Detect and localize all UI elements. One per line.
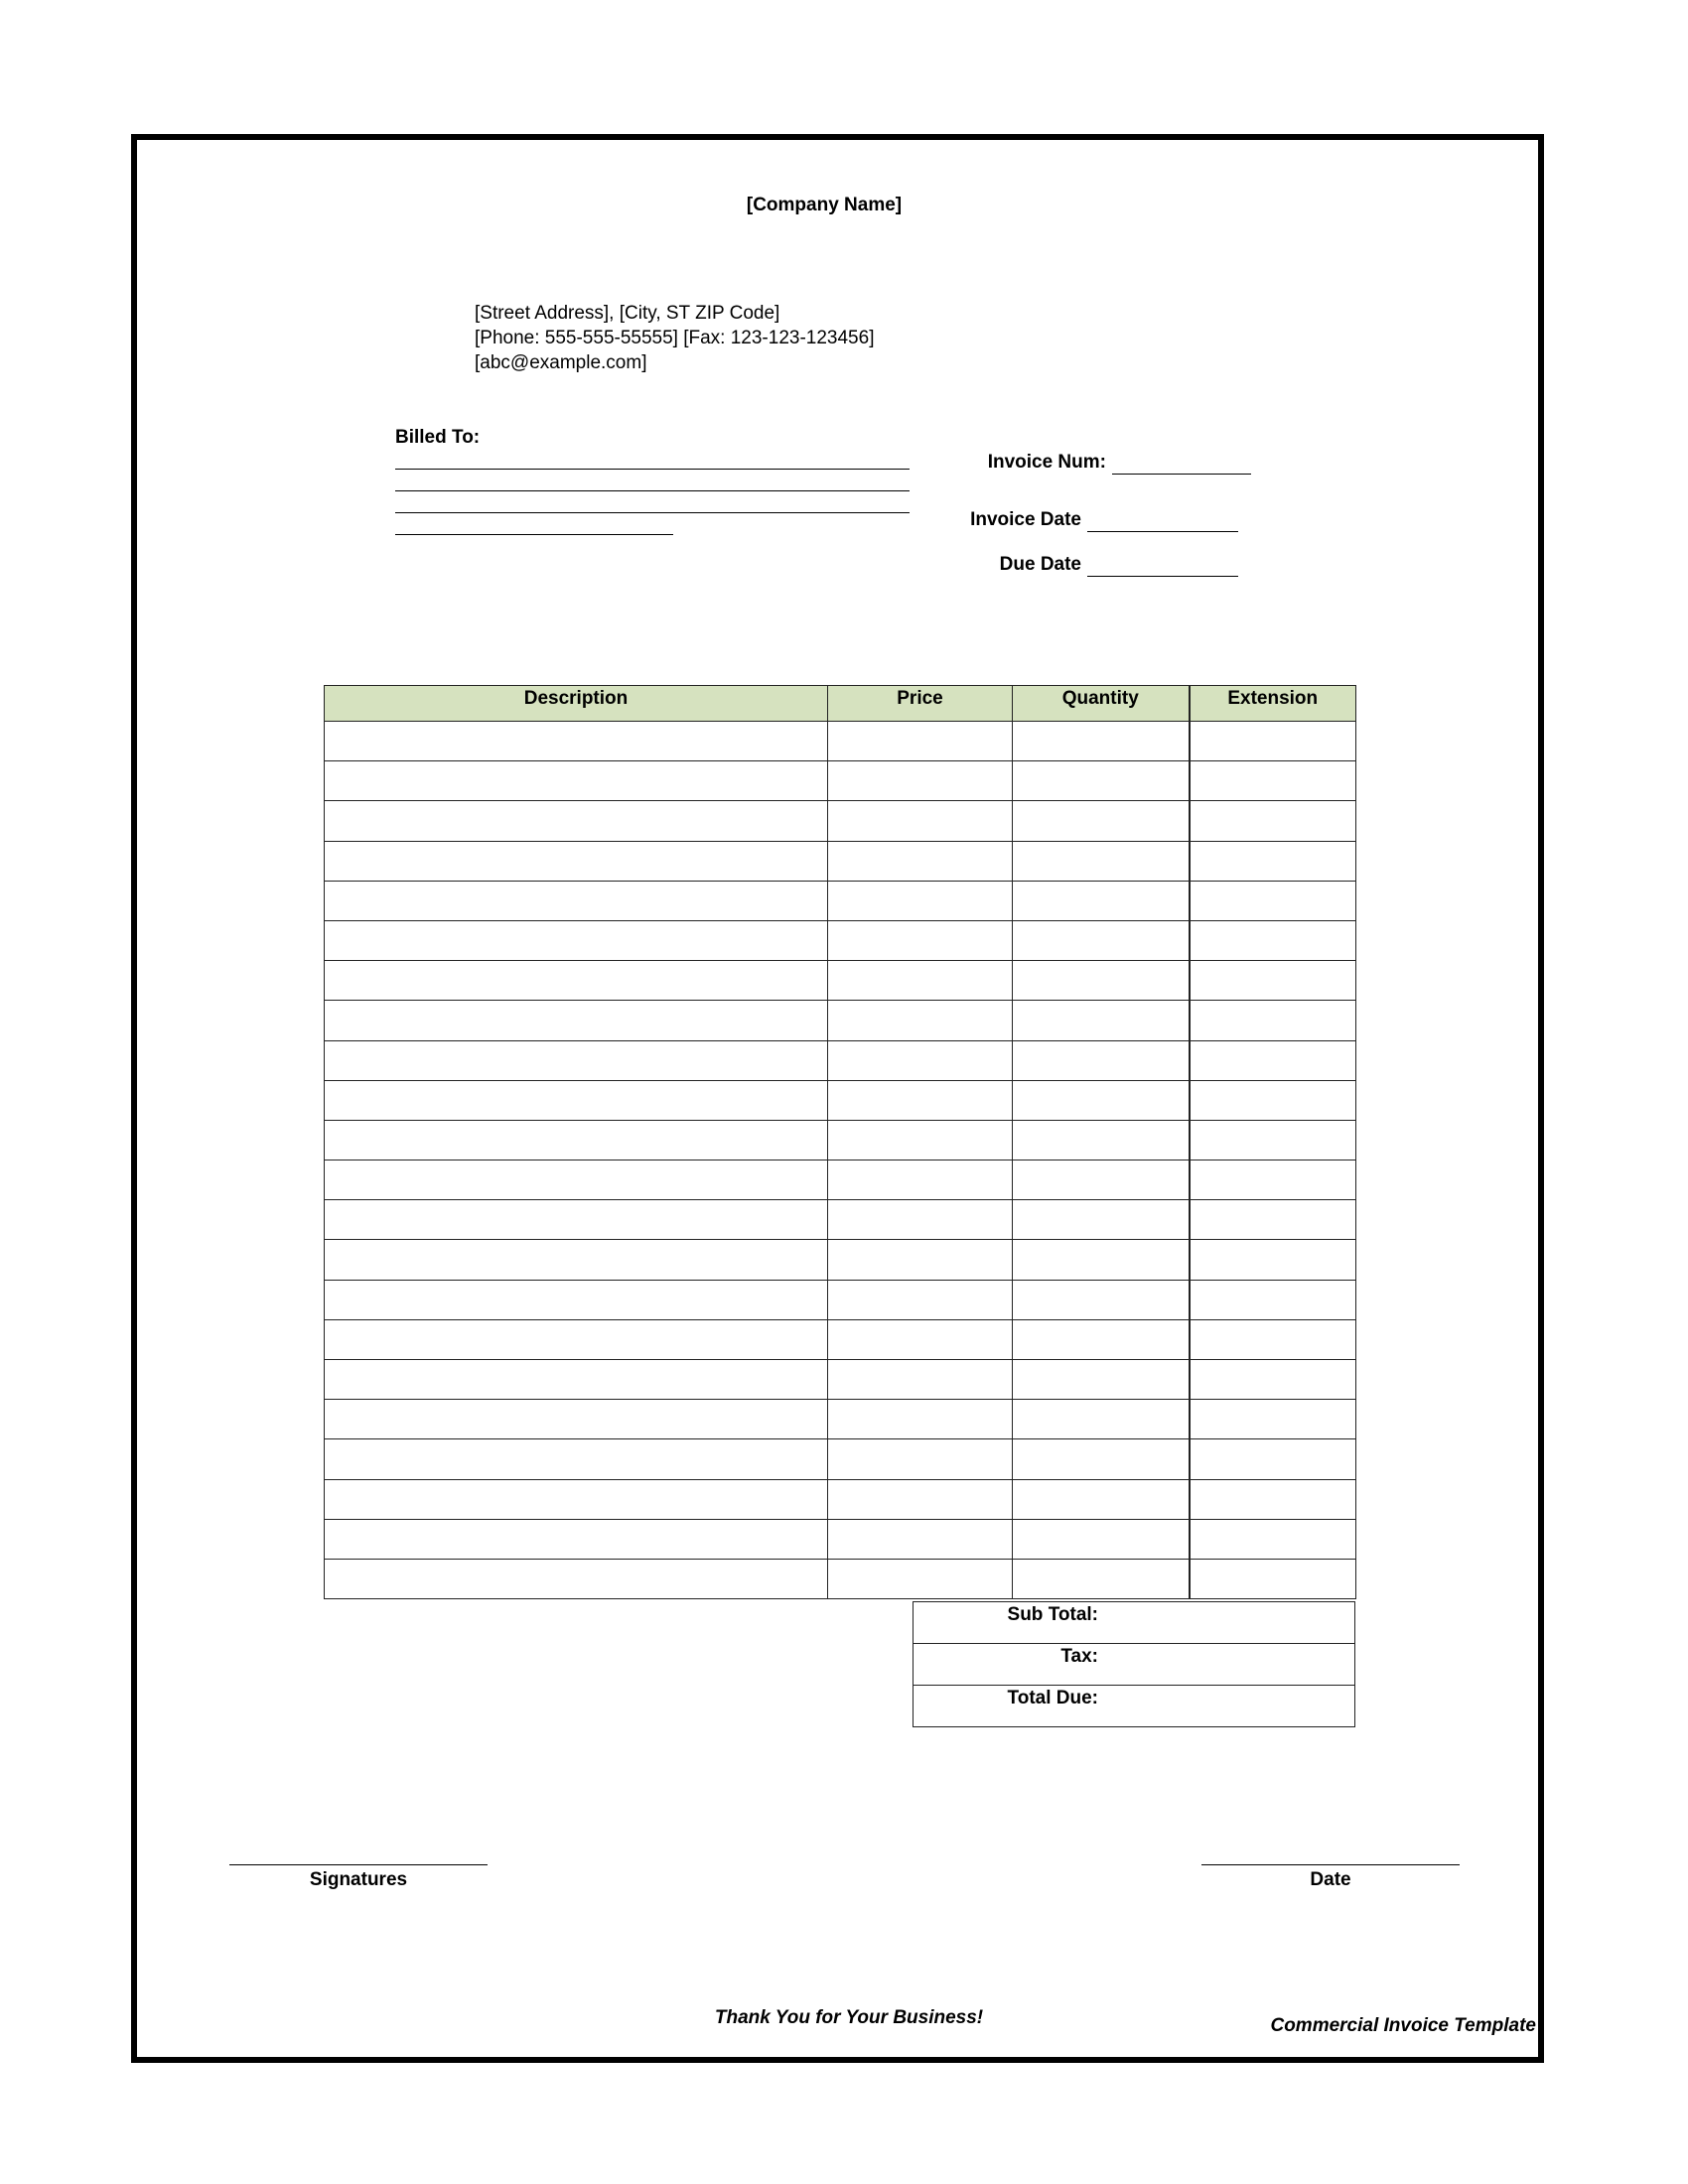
table-row <box>325 1120 1356 1160</box>
invoice-num-field[interactable] <box>1112 474 1251 475</box>
table-row <box>325 920 1356 960</box>
extension-cell[interactable] <box>1190 1360 1356 1400</box>
price-cell[interactable] <box>828 1360 1013 1400</box>
total-due-row <box>914 1686 1355 1727</box>
quantity-cell[interactable] <box>1013 722 1190 761</box>
sub-total-row <box>914 1602 1355 1644</box>
description-cell[interactable] <box>325 801 828 841</box>
billed-to-label: Billed To: <box>395 427 481 448</box>
table-row <box>325 1479 1356 1519</box>
sub-total-value[interactable] <box>1098 1602 1355 1644</box>
quantity-cell[interactable] <box>1013 1479 1190 1519</box>
extension-cell[interactable] <box>1190 801 1356 841</box>
date-signature-line[interactable] <box>1201 1864 1460 1865</box>
address-line-street: [Street Address], [City, ST ZIP Code] <box>475 303 780 324</box>
address-line-email: [abc@example.com] <box>475 352 647 373</box>
description-cell[interactable] <box>325 881 828 920</box>
company-name: [Company Name] <box>746 195 903 215</box>
tax-label: Tax: <box>914 1644 1099 1686</box>
quantity-cell[interactable] <box>1013 1559 1190 1598</box>
price-cell[interactable] <box>828 1001 1013 1040</box>
description-cell[interactable] <box>325 920 828 960</box>
signature-line[interactable] <box>229 1864 488 1865</box>
extension-cell[interactable] <box>1190 1479 1356 1519</box>
quantity-cell[interactable] <box>1013 1319 1190 1359</box>
description-cell[interactable] <box>325 1400 828 1439</box>
price-cell[interactable] <box>828 722 1013 761</box>
table-row <box>325 1519 1356 1559</box>
description-cell[interactable] <box>325 1080 828 1120</box>
description-cell[interactable] <box>325 1319 828 1359</box>
billed-to-line-4[interactable] <box>395 534 673 535</box>
header-description: Description <box>325 686 828 722</box>
total-due-value[interactable] <box>1098 1686 1355 1727</box>
total-due-label: Total Due: <box>914 1686 1099 1727</box>
description-cell[interactable] <box>325 961 828 1001</box>
quantity-cell[interactable] <box>1013 1120 1190 1160</box>
header-price: Price <box>828 686 1013 722</box>
price-cell[interactable] <box>828 1400 1013 1439</box>
description-cell[interactable] <box>325 1120 828 1160</box>
description-cell[interactable] <box>325 1160 828 1200</box>
price-cell[interactable] <box>828 801 1013 841</box>
description-cell[interactable] <box>325 1240 828 1280</box>
quantity-cell[interactable] <box>1013 1040 1190 1080</box>
table-row <box>325 761 1356 801</box>
extension-cell[interactable] <box>1190 722 1356 761</box>
quantity-cell[interactable] <box>1013 1080 1190 1120</box>
description-cell[interactable] <box>325 841 828 881</box>
extension-cell[interactable] <box>1190 1559 1356 1598</box>
description-cell[interactable] <box>325 1280 828 1319</box>
due-date-label: Due Date <box>999 554 1081 575</box>
price-cell[interactable] <box>828 920 1013 960</box>
extension-cell[interactable] <box>1190 1001 1356 1040</box>
invoice-num-label: Invoice Num: <box>987 452 1106 473</box>
table-row <box>325 1280 1356 1319</box>
price-cell[interactable] <box>828 1160 1013 1200</box>
price-cell[interactable] <box>828 1040 1013 1080</box>
extension-cell[interactable] <box>1190 1400 1356 1439</box>
header-extension: Extension <box>1190 686 1356 722</box>
signatures-label: Signatures <box>309 1869 408 1890</box>
extension-cell[interactable] <box>1190 841 1356 881</box>
extension-cell[interactable] <box>1190 1280 1356 1319</box>
invoice-date-label: Invoice Date <box>970 509 1081 530</box>
quantity-cell[interactable] <box>1013 1360 1190 1400</box>
description-cell[interactable] <box>325 1001 828 1040</box>
quantity-cell[interactable] <box>1013 961 1190 1001</box>
extension-cell[interactable] <box>1190 920 1356 960</box>
price-cell[interactable] <box>828 761 1013 801</box>
price-cell[interactable] <box>828 841 1013 881</box>
line-items-table <box>324 685 1356 1599</box>
quantity-cell[interactable] <box>1013 761 1190 801</box>
price-cell[interactable] <box>828 881 1013 920</box>
quantity-cell[interactable] <box>1013 1160 1190 1200</box>
due-date-field[interactable] <box>1087 576 1238 577</box>
quantity-cell[interactable] <box>1013 1240 1190 1280</box>
extension-cell[interactable] <box>1190 1160 1356 1200</box>
extension-cell[interactable] <box>1190 1319 1356 1359</box>
table-row <box>325 1080 1356 1120</box>
description-cell[interactable] <box>325 1559 828 1598</box>
totals-table <box>913 1601 1355 1727</box>
quantity-cell[interactable] <box>1013 841 1190 881</box>
price-cell[interactable] <box>828 1559 1013 1598</box>
extension-cell[interactable] <box>1190 1200 1356 1240</box>
extension-cell[interactable] <box>1190 1120 1356 1160</box>
table-row <box>325 1319 1356 1359</box>
description-cell[interactable] <box>325 1040 828 1080</box>
extension-cell[interactable] <box>1190 881 1356 920</box>
price-cell[interactable] <box>828 1319 1013 1359</box>
table-row <box>325 1439 1356 1479</box>
price-cell[interactable] <box>828 1120 1013 1160</box>
extension-cell[interactable] <box>1190 1080 1356 1120</box>
price-cell[interactable] <box>828 1280 1013 1319</box>
price-cell[interactable] <box>828 1519 1013 1559</box>
price-cell[interactable] <box>828 961 1013 1001</box>
quantity-cell[interactable] <box>1013 920 1190 960</box>
extension-cell[interactable] <box>1190 761 1356 801</box>
description-cell[interactable] <box>325 1200 828 1240</box>
tax-value[interactable] <box>1098 1644 1355 1686</box>
quantity-cell[interactable] <box>1013 1519 1190 1559</box>
description-cell[interactable] <box>325 1360 828 1400</box>
extension-cell[interactable] <box>1190 1040 1356 1080</box>
table-row <box>325 1360 1356 1400</box>
table-row <box>325 1559 1356 1598</box>
address-line-phone: [Phone: 555-555-55555] [Fax: 123-123-123456] <box>475 328 875 348</box>
table-row <box>325 1400 1356 1439</box>
extension-cell[interactable] <box>1190 1439 1356 1479</box>
description-cell[interactable] <box>325 1519 828 1559</box>
table-row <box>325 801 1356 841</box>
description-cell[interactable] <box>325 722 828 761</box>
company-address <box>475 301 874 375</box>
price-cell[interactable] <box>828 1439 1013 1479</box>
template-name: Commercial Invoice Template <box>1270 2015 1536 2036</box>
header-quantity: Quantity <box>1013 686 1190 722</box>
table-row <box>325 1200 1356 1240</box>
tax-row <box>914 1644 1355 1686</box>
quantity-cell[interactable] <box>1013 1439 1190 1479</box>
table-row <box>325 961 1356 1001</box>
invoice-date-field[interactable] <box>1087 531 1238 532</box>
table-row <box>325 1160 1356 1200</box>
price-cell[interactable] <box>828 1479 1013 1519</box>
date-label: Date <box>1310 1869 1351 1890</box>
quantity-cell[interactable] <box>1013 1400 1190 1439</box>
price-cell[interactable] <box>828 1200 1013 1240</box>
description-cell[interactable] <box>325 1439 828 1479</box>
table-row <box>325 841 1356 881</box>
extension-cell[interactable] <box>1190 1519 1356 1559</box>
table-row <box>325 1240 1356 1280</box>
description-cell[interactable] <box>325 761 828 801</box>
billed-to-line-2[interactable] <box>395 490 910 491</box>
quantity-cell[interactable] <box>1013 801 1190 841</box>
price-cell[interactable] <box>828 1240 1013 1280</box>
quantity-cell[interactable] <box>1013 881 1190 920</box>
thank-you-note: Thank You for Your Business! <box>714 2007 984 2028</box>
quantity-cell[interactable] <box>1013 1280 1190 1319</box>
quantity-cell[interactable] <box>1013 1001 1190 1040</box>
table-row <box>325 1001 1356 1040</box>
table-row <box>325 881 1356 920</box>
quantity-cell[interactable] <box>1013 1200 1190 1240</box>
price-cell[interactable] <box>828 1080 1013 1120</box>
table-row <box>325 1040 1356 1080</box>
extension-cell[interactable] <box>1190 1240 1356 1280</box>
description-cell[interactable] <box>325 1479 828 1519</box>
sub-total-label: Sub Total: <box>914 1602 1099 1644</box>
table-header-row <box>325 686 1356 722</box>
table-row <box>325 722 1356 761</box>
extension-cell[interactable] <box>1190 961 1356 1001</box>
